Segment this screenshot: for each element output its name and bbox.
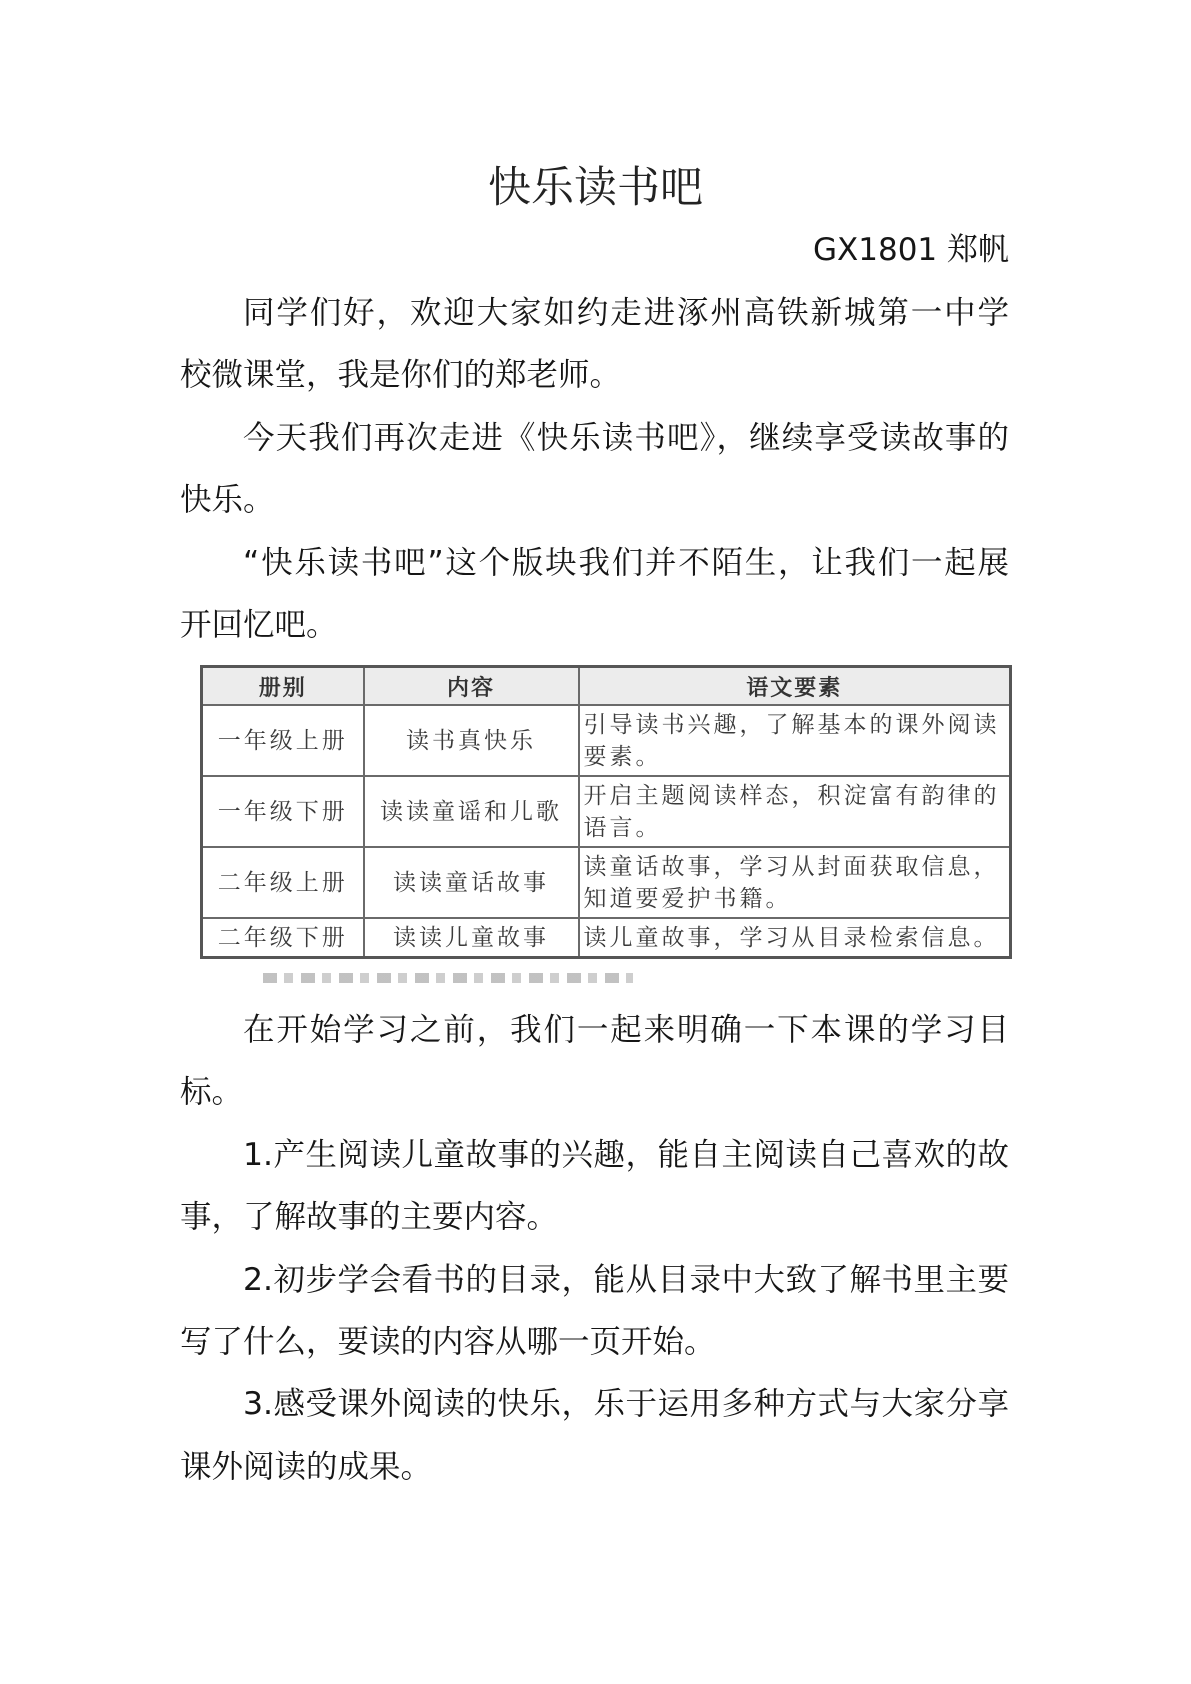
paragraph-line: 开回忆吧。 [180, 606, 338, 643]
table-cell-content: 读读童谣和儿歌 [364, 776, 579, 847]
table-cell-elements: 开启主题阅读样态，积淀富有韵律的语言。 [579, 776, 1011, 847]
paragraph-line: 快乐。 [180, 482, 275, 519]
goals-section [180, 999, 1009, 1498]
table-cell-elements: 读童话故事，学习从封面获取信息，知道要爱护书籍。 [579, 847, 1011, 918]
goals-intro-paragraph [180, 999, 1009, 1124]
column-header-volume: 册别 [202, 667, 364, 706]
paragraph-line: 标。 [180, 1074, 244, 1111]
paragraph-line: 事，了解故事的主要内容。 [180, 1199, 559, 1236]
paragraph-line: “快乐读书吧”这个版块我们并不陌生，让我们一起展 [243, 544, 1009, 581]
cropped-image-fragment [263, 973, 633, 983]
table-cell-elements: 引导读书兴趣，了解基本的课外阅读要素。 [579, 705, 1011, 776]
table-cell-volume: 一年级下册 [202, 776, 364, 847]
paragraph-line: 校微课堂，我是你们的郑老师。 [180, 357, 622, 394]
table-cell-content: 读读儿童故事 [364, 918, 579, 958]
page-title: 快乐读书吧 [488, 163, 703, 213]
table-row [202, 918, 1011, 958]
table-row [202, 776, 1011, 847]
table-cell-volume: 二年级上册 [202, 847, 364, 918]
intro-paragraph-greeting [180, 282, 1009, 407]
column-header-content: 内容 [364, 667, 579, 706]
author-line: GX1801 郑帆 [812, 232, 1009, 268]
table-cell-volume: 一年级上册 [202, 705, 364, 776]
goal-item-1 [180, 1124, 1009, 1249]
column-header-elements: 语文要素 [579, 667, 1011, 706]
table-cell-elements: 读儿童故事，学习从目录检索信息。 [579, 918, 1011, 958]
intro-paragraph-review [180, 532, 1009, 657]
goal-item-3 [180, 1373, 1009, 1498]
reading-overview-table [200, 665, 1012, 959]
table-cell-content: 读书真快乐 [364, 705, 579, 776]
goal-item-2 [180, 1249, 1009, 1374]
paragraph-line: 同学们好，欢迎大家如约走进涿州高铁新城第一中学 [243, 295, 1009, 331]
paragraph-line: 2.初步学会看书的目录，能从目录中大致了解书里主要 [243, 1261, 1009, 1298]
table-cell-content: 读读童话故事 [364, 847, 579, 918]
paragraph-line: 3.感受课外阅读的快乐，乐于运用多种方式与大家分享 [243, 1386, 1009, 1423]
table-row [202, 705, 1011, 776]
intro-section [180, 282, 1009, 656]
paragraph-line: 在开始学习之前，我们一起来明确一下本课的学习目 [243, 1012, 1009, 1048]
table-cell-volume: 二年级下册 [202, 918, 364, 958]
paragraph-line: 课外阅读的成果。 [180, 1448, 433, 1485]
intro-paragraph-today [180, 407, 1009, 532]
paragraph-line: 1.产生阅读儿童故事的兴趣，能自主阅读自己喜欢的故 [243, 1136, 1009, 1173]
table-row [202, 847, 1011, 918]
table-header-row [202, 667, 1011, 706]
paragraph-line: 今天我们再次走进《快乐读书吧》，继续享受读故事的 [243, 419, 1009, 456]
paragraph-line: 写了什么，要读的内容从哪一页开始。 [180, 1323, 716, 1360]
